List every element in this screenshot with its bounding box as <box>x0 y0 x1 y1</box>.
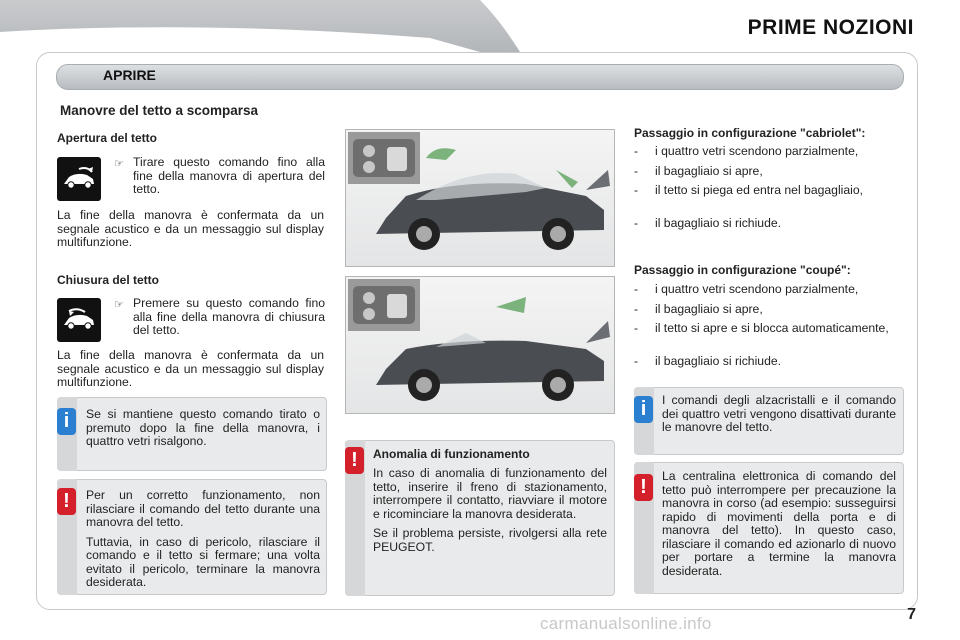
anomaly-paragraph: In caso di anomalia di funzionamento del tetto, inserire il freno di stazionamento, interrompere il contatto, riavviare il motore e ricominciare la manovra desiderata. <box>373 466 607 521</box>
section-title: APRIRE <box>103 67 156 83</box>
step-text: il tetto si piega ed entra nel bagagliaio, <box>655 183 864 197</box>
dash-bullet: - <box>634 282 639 296</box>
anomaly-text <box>373 467 607 560</box>
list-item <box>634 355 904 369</box>
watermark: carmanualsonline.info <box>540 614 712 633</box>
coupe-transition-photo <box>345 276 615 414</box>
opening-confirmation: La fine della manovra è confermata da un segnale acustico e da un messaggio sul display multifunzione. <box>57 208 324 249</box>
warning-note-text: La centralina elettronica di comando del tetto può interrompere per precauzione la manovra in corso (ad esempio: susseguirsi rapido di movimenti della porta e di manovra del tetto). In questo caso, rilasciare il comando ed azionarlo di nuovo per portare a termine la manovra desiderata. <box>662 469 896 578</box>
bullet-hand-icon: ☞ <box>114 299 124 311</box>
section-bar <box>56 64 904 90</box>
car-illustration <box>346 130 614 266</box>
list-item <box>634 145 904 159</box>
cabriolet-steps <box>634 145 904 231</box>
step-text: il bagagliaio si apre, <box>655 163 763 178</box>
roof-control-icon <box>57 157 101 201</box>
dash-bullet: - <box>634 144 639 158</box>
info-note-text: I comandi degli alzacristalli e il comando dei quattro vetri vengono disattivati durante le manovre del tetto. <box>662 393 896 434</box>
bullet-hand-icon: ☞ <box>114 158 124 170</box>
step-text: i quattro vetri scendono parzialmente, <box>655 144 859 158</box>
list-item <box>634 184 904 211</box>
step-text: il bagagliaio si apre, <box>655 301 763 316</box>
roof-control-icon <box>57 298 101 342</box>
closing-title: Chiusura del tetto <box>57 273 160 287</box>
step-text: il bagagliaio si richiude. <box>655 216 782 230</box>
info-note-text: Se si mantiene questo comando tirato o premuto dopo la fine della manovra, i quattro vetri risalgono. <box>86 407 320 448</box>
warning-paragraph: Per un corretto funzionamento, non rilasciare il comando del tetto durante una manovra del tetto. <box>86 488 320 529</box>
list-item <box>634 283 904 297</box>
step-text: i quattro vetri scendono parzialmente, <box>655 282 859 296</box>
warning-note-text <box>86 489 320 596</box>
warning-icon: ! <box>345 447 364 474</box>
dash-bullet: - <box>634 321 639 335</box>
coupe-title: Passaggio in configurazione "coupé": <box>634 263 851 277</box>
list-item <box>634 217 904 231</box>
main-heading: Manovre del tetto a scomparsa <box>60 103 259 118</box>
opening-title: Apertura del tetto <box>57 131 158 145</box>
page-title: PRIME NOZIONI <box>747 16 914 39</box>
anomaly-paragraph: Se il problema persiste, rivolgersi alla rete PEUGEOT. <box>373 526 607 554</box>
car-illustration <box>346 277 614 413</box>
dash-bullet: - <box>634 163 639 178</box>
coupe-steps <box>634 283 904 369</box>
step-text: il bagagliaio si richiude. <box>655 354 782 368</box>
warning-icon: ! <box>57 488 76 515</box>
list-item <box>634 303 904 317</box>
closing-instruction: Premere su questo comando fino alla fine della manovra di chiusura del tetto. <box>133 296 325 337</box>
dash-bullet: - <box>634 216 639 230</box>
cabriolet-title: Passaggio in configurazione "cabriolet": <box>634 126 866 140</box>
dash-bullet: - <box>634 301 639 316</box>
list-item <box>634 322 904 349</box>
page-number: 7 <box>907 606 916 623</box>
dash-bullet: - <box>634 354 639 368</box>
opening-instruction: Tirare questo comando fino alla fine della manovra di apertura del tetto. <box>133 155 325 196</box>
cabriolet-transition-photo <box>345 129 615 267</box>
warning-icon: ! <box>634 474 653 501</box>
info-icon: i <box>57 408 76 435</box>
step-text: il tetto si apre e si blocca automaticamente, <box>655 321 889 335</box>
anomaly-title: Anomalia di funzionamento <box>373 447 530 461</box>
info-icon: i <box>634 396 653 423</box>
warning-paragraph: Tuttavia, in caso di pericolo, rilasciare il comando e il tetto si fermare; una volta evitato il pericolo, terminare la manovra desiderata. <box>86 534 320 589</box>
list-item <box>634 165 904 179</box>
dash-bullet: - <box>634 183 639 197</box>
closing-confirmation: La fine della manovra è confermata da un segnale acustico e da un messaggio sul display multifunzione. <box>57 348 324 389</box>
